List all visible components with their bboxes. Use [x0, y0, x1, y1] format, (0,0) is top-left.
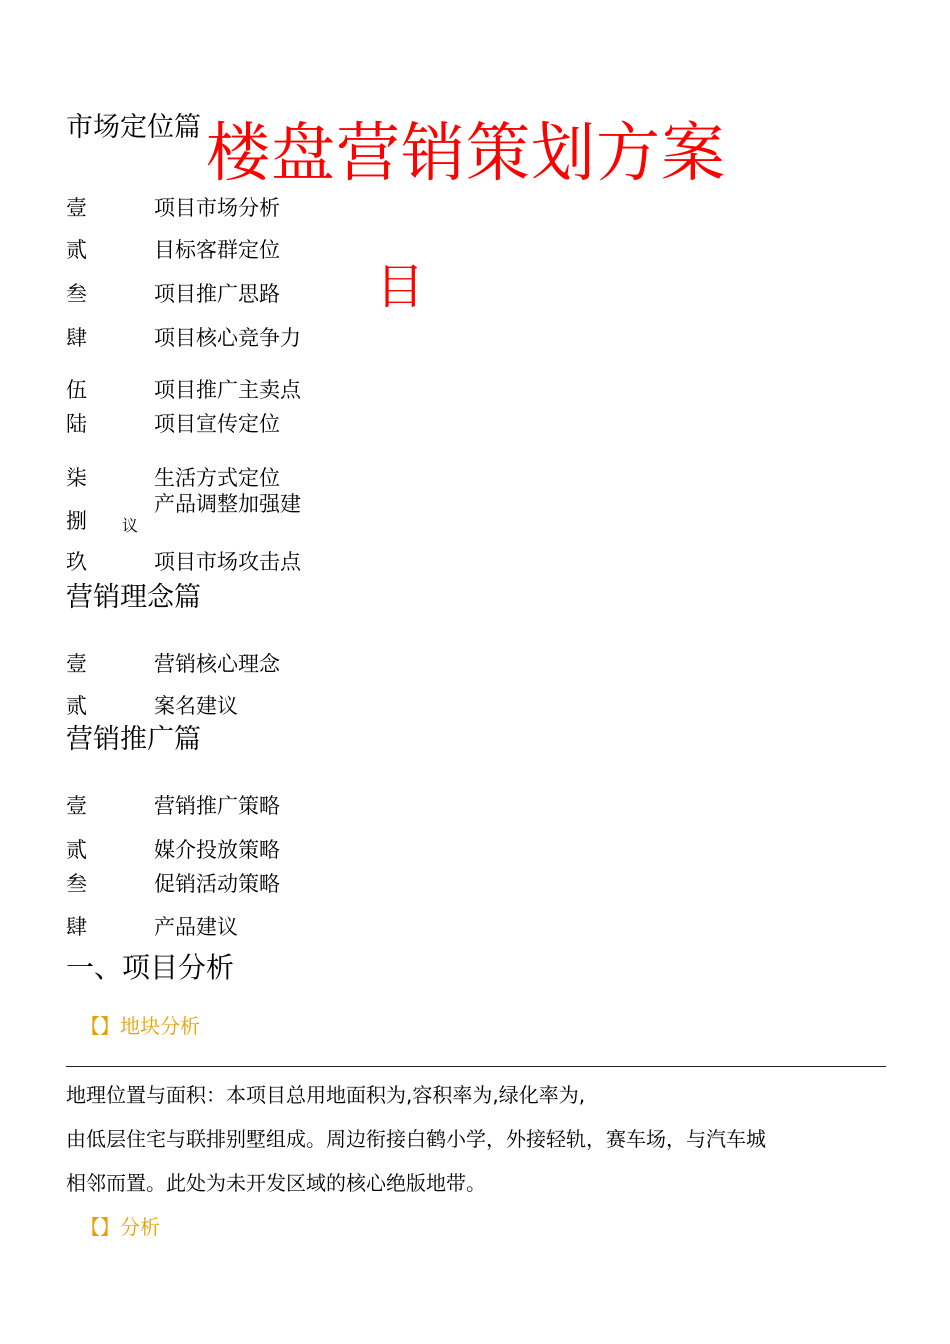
divider: [66, 1066, 886, 1067]
document-title: 楼盘营销策划方案: [206, 117, 726, 191]
toc-num: 肆: [66, 915, 87, 939]
toc-num: 柒: [66, 466, 87, 490]
toc-item: 案名建议: [154, 694, 238, 718]
toc-item: 项目核心竞争力: [154, 326, 301, 350]
paragraph-line: 相邻而置。此处为未开发区域的核心绝版地带。: [66, 1171, 486, 1195]
toc-item: 营销推广策略: [154, 794, 280, 818]
subheading-land: 【】地块分析: [80, 1014, 200, 1038]
subheading-analysis: 【】分析: [80, 1215, 160, 1239]
toc-item: 目标客群定位: [154, 238, 280, 262]
analysis-heading: 一、项目分析: [66, 951, 235, 984]
toc-item: 产品建议: [154, 915, 238, 939]
toc-item: 促销活动策略: [154, 872, 280, 896]
toc-item: 媒介投放策略: [154, 838, 280, 862]
toc-num: 捌: [66, 509, 87, 533]
toc-num: 贰: [66, 694, 87, 718]
section-title-market: 市场定位篇: [66, 112, 201, 143]
toc-item-tail: 议: [122, 516, 139, 535]
toc-item: 项目市场分析: [154, 196, 280, 220]
toc-num: 玖: [66, 550, 87, 574]
toc-num: 壹: [66, 652, 87, 676]
toc-num: 壹: [66, 196, 87, 220]
toc-num: 贰: [66, 238, 87, 262]
toc-item: 项目宣传定位: [154, 412, 280, 436]
toc-num: 壹: [66, 794, 87, 818]
paragraph-line: 地理位置与面积：本项目总用地面积为,容积率为,绿化率为,: [66, 1083, 586, 1107]
toc-item: 项目推广思路: [154, 282, 280, 306]
section-title-promotion: 营销推广篇: [66, 724, 201, 755]
toc-item: 产品调整加强建: [154, 492, 301, 516]
toc-item: 营销核心理念: [154, 652, 280, 676]
toc-num: 叁: [66, 282, 87, 306]
section-title-concept: 营销理念篇: [66, 582, 201, 613]
toc-item: 项目市场攻击点: [154, 550, 301, 574]
paragraph-line: 由低层住宅与联排别墅组成。周边衔接白鹤小学，外接轻轨，赛车场，与汽车城: [66, 1127, 766, 1151]
toc-label: 目: [376, 259, 425, 315]
toc-num: 贰: [66, 838, 87, 862]
toc-item: 生活方式定位: [154, 466, 280, 490]
toc-num: 肆: [66, 326, 87, 350]
toc-item: 项目推广主卖点: [154, 378, 301, 402]
toc-num: 伍: [66, 378, 87, 402]
toc-num: 陆: [66, 412, 87, 436]
toc-num: 叁: [66, 872, 87, 896]
